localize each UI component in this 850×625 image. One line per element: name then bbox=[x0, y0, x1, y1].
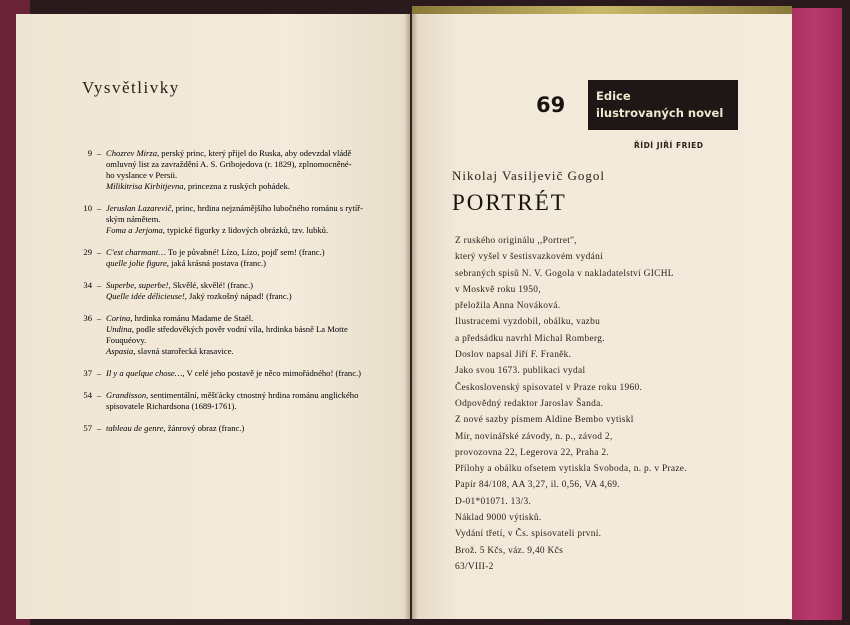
note-term: Aspasia, bbox=[106, 346, 136, 356]
note-entry bbox=[72, 203, 390, 236]
note-explanation: Jaký rozkošný nápad! (franc.) bbox=[186, 291, 292, 301]
note-explanation: Fouquéovy. bbox=[106, 335, 147, 345]
note-page-number: 37 bbox=[83, 368, 92, 378]
note-explanation: ho vyslance v Persii. bbox=[106, 170, 178, 180]
note-explanation: typické figurky z lidových obrázků, tzv. lubků. bbox=[164, 225, 329, 235]
note-line bbox=[106, 346, 390, 357]
note-text bbox=[106, 423, 390, 434]
imprint-line: a předsádku navrhl Michal Romberg. bbox=[455, 333, 605, 344]
note-term: Quelle idée délicieuse!, bbox=[106, 291, 187, 301]
note-explanation: sentimentální, měšťácky ctnostný hrdina románu anglického bbox=[148, 390, 359, 400]
imprint-line: Mír, novinářské závody, n. p., závod 2, bbox=[455, 431, 613, 442]
note-term: Foma a Jerjoma, bbox=[106, 225, 165, 235]
edition-label-line2: ilustrovaných novel bbox=[596, 106, 724, 120]
note-dash: – bbox=[96, 368, 102, 378]
note-explanation: spisovatele Richardsona (1689-1761). bbox=[106, 401, 237, 411]
imprint-line: Z nové sazby písmem Aldine Bembo vytiskl bbox=[455, 415, 634, 426]
note-term: Il y a quelque chose…, bbox=[106, 368, 185, 378]
note-term: Milikitrisa Kirbitjevna, bbox=[106, 181, 186, 191]
note-line bbox=[106, 159, 390, 170]
imprint-line: Brož. 5 Kčs, váz. 9,40 Kčs bbox=[455, 545, 564, 556]
book-gutter bbox=[404, 14, 418, 619]
imprint-line: Z ruského originálu ,,Portret'', bbox=[455, 236, 577, 246]
author-name: Nikolaj Vasiljevič Gogol bbox=[452, 168, 606, 183]
note-text bbox=[106, 313, 390, 357]
imprint-line: Papír 84/108, AA 3,27, il. 0,56, VA 4,69. bbox=[455, 480, 620, 491]
imprint-line: který vyšel v šestisvazkovém vydání bbox=[455, 252, 603, 263]
note-term: Grandisson, bbox=[106, 390, 149, 400]
edition-label-box bbox=[588, 80, 738, 130]
note-entry bbox=[72, 247, 390, 269]
note-line bbox=[106, 170, 390, 181]
note-dash: – bbox=[96, 203, 102, 213]
note-line bbox=[106, 291, 390, 302]
note-line bbox=[106, 313, 390, 324]
edition-label-line1: Edice bbox=[596, 89, 631, 103]
book-cover-right-edge bbox=[790, 8, 842, 620]
imprint-line: Vydání třetí, v Čs. spisovateli první. bbox=[455, 529, 602, 540]
note-text bbox=[106, 203, 390, 236]
imprint-block bbox=[455, 233, 775, 575]
note-dash: – bbox=[96, 148, 102, 158]
note-explanation: jaká krásná postava (franc.) bbox=[168, 258, 267, 268]
note-page-number: 29 bbox=[83, 247, 92, 257]
imprint-line: Jako svou 1673. publikaci vydal bbox=[455, 366, 586, 377]
note-page-number: 34 bbox=[83, 280, 92, 290]
note-line bbox=[106, 181, 390, 192]
note-entry bbox=[72, 280, 390, 302]
note-explanation: princ, hrdina nejznámějšího lubočného románu s rytíř- bbox=[173, 203, 363, 213]
edition-editor: ŘÍDÍ JIŘÍ FRIED bbox=[634, 141, 704, 150]
note-entry bbox=[72, 313, 390, 357]
note-line bbox=[106, 324, 390, 335]
imprint-line: 63/VIII-2 bbox=[455, 561, 494, 572]
imprint-line: Náklad 9000 výtisků. bbox=[455, 513, 542, 524]
note-line bbox=[106, 203, 390, 214]
imprint-line: Odpovědný redaktor Jaroslav Šanda. bbox=[455, 398, 604, 409]
notes-heading: Vysvětlivky bbox=[82, 78, 180, 97]
note-term: Corina, bbox=[106, 313, 133, 323]
note-dash: – bbox=[96, 423, 102, 433]
note-line bbox=[106, 280, 390, 291]
note-term: quelle jolie figure, bbox=[106, 258, 169, 268]
note-page-number: 10 bbox=[83, 203, 92, 213]
note-explanation: princezna z ruských pohádek. bbox=[185, 181, 291, 191]
note-page-number: 54 bbox=[83, 390, 92, 400]
note-explanation: hrdinka románu Madame de Staël. bbox=[132, 313, 254, 323]
note-explanation: ským námětem. bbox=[106, 214, 161, 224]
note-line bbox=[106, 401, 390, 412]
note-page-number: 57 bbox=[83, 423, 92, 433]
imprint-line: D-01*01071. 13/3. bbox=[455, 496, 532, 507]
note-entry bbox=[72, 390, 390, 412]
note-term: Superbe, superbe!, bbox=[106, 280, 171, 290]
note-text bbox=[106, 247, 390, 269]
note-explanation: podle středověkých pověr vodní víla, hrdinka básně La Motte bbox=[133, 324, 348, 334]
note-line bbox=[106, 258, 390, 269]
note-line bbox=[106, 335, 390, 346]
note-term: Jeruslan Lazarevič, bbox=[106, 203, 174, 213]
note-term: Undina, bbox=[106, 324, 134, 334]
note-explanation: To je půvabné! Lízo, Lízo, pojď sem! (franc.) bbox=[165, 247, 325, 257]
note-line bbox=[106, 247, 390, 258]
note-explanation: žánrový obraz (franc.) bbox=[165, 423, 245, 433]
note-dash: – bbox=[96, 247, 102, 257]
note-dash: – bbox=[96, 390, 102, 400]
note-entry bbox=[72, 148, 390, 192]
note-explanation: V celé jeho postavě je něco mimořádného! (franc.) bbox=[184, 368, 362, 378]
note-term: Chozrev Mirza, bbox=[106, 148, 160, 158]
note-line bbox=[106, 390, 390, 401]
note-term: tableau de genre, bbox=[106, 423, 166, 433]
note-dash: – bbox=[96, 280, 102, 290]
note-entry bbox=[72, 368, 390, 379]
imprint-line: v Moskvě roku 1950, bbox=[455, 284, 541, 295]
note-line bbox=[106, 423, 390, 434]
note-text bbox=[106, 368, 390, 379]
note-dash: – bbox=[96, 313, 102, 323]
note-line bbox=[106, 214, 390, 225]
note-term: C'est charmant… bbox=[106, 247, 166, 257]
note-explanation: slavná starořecká krasavice. bbox=[135, 346, 234, 356]
note-explanation: Skvělé, skvělé! (franc.) bbox=[170, 280, 254, 290]
note-explanation: perský princ, který přijel do Ruska, aby odevzdal vládě bbox=[159, 148, 352, 158]
imprint-line: Ilustracemi vyzdobil, obálku, vazbu bbox=[455, 317, 601, 328]
notes-list bbox=[72, 148, 390, 445]
imprint-line: Doslov napsal Jiří F. Franěk. bbox=[455, 350, 572, 361]
note-line bbox=[106, 225, 390, 236]
note-page-number: 36 bbox=[83, 313, 92, 323]
note-entry bbox=[72, 423, 390, 434]
note-text bbox=[106, 148, 390, 192]
imprint-line: Přílohy a obálku ofsetem vytiskla Svoboda, n. p. v Praze. bbox=[455, 464, 687, 475]
imprint-line: provozovna 22, Legerova 22, Praha 2. bbox=[455, 447, 609, 458]
note-page-number: 9 bbox=[87, 148, 92, 158]
note-line bbox=[106, 368, 390, 379]
note-explanation: omluvný list za zavraždění A. S. Gribojedova (r. 1829), zplnomocněné- bbox=[106, 159, 352, 169]
edition-number: 69 bbox=[536, 93, 566, 117]
imprint-line: Československý spisovatel v Praze roku 1960. bbox=[455, 382, 643, 393]
note-text bbox=[106, 390, 390, 412]
book-title: PORTRÉT bbox=[452, 190, 567, 215]
imprint-line: přeložila Anna Nováková. bbox=[455, 301, 561, 312]
imprint-line: sebraných spisů N. V. Gogola v nakladatelství GICHL bbox=[455, 268, 674, 279]
note-text bbox=[106, 280, 390, 302]
note-line bbox=[106, 148, 390, 159]
